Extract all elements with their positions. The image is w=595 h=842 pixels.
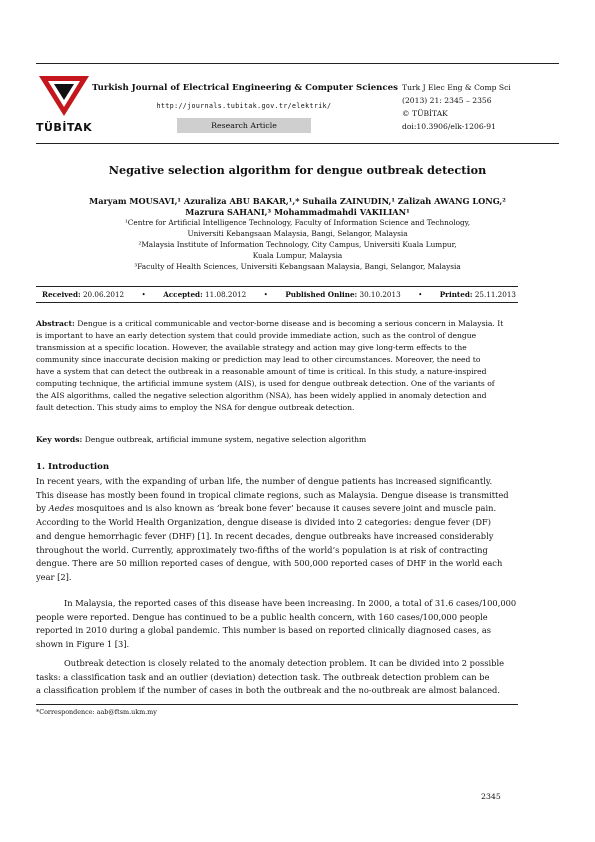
abstract-line: computing technique, the artificial immune system (AIS), is used for dengue outbreak detection. One of the variants of <box>36 379 495 388</box>
intro-paragraph-1 <box>36 475 518 585</box>
accepted-label: Accepted: <box>163 290 203 299</box>
body-line: tasks: a classification task and an outlier (deviation) detection task. The outbreak detection problem can be <box>36 671 490 682</box>
abstract-line: fault detection. This study aims to employ the NSA for dengue outbreak detection. <box>36 403 355 412</box>
citation-journal: Turk J Elec Eng & Comp Sci <box>402 83 511 92</box>
header-top-rule <box>36 63 559 64</box>
body-line: Outbreak detection is closely related to the anomaly detection problem. It can be divided into 2 possible <box>64 658 505 668</box>
correspondence-footnote: *Correspondence: aab@ftsm.ukm.my <box>36 708 157 716</box>
body-text: by <box>36 503 49 514</box>
article-type-badge: Research Article <box>177 118 311 133</box>
body-line: shown in Figure 1 [3]. <box>36 639 130 650</box>
intro-paragraph-2 <box>36 597 518 652</box>
accepted-value: 11.08.2012 <box>205 290 247 299</box>
affiliation-line: Kuala Lumpur, Malaysia <box>252 251 343 260</box>
body-text: mosquitoes and is also known as ‘break bone fever’ because it causes severe joint and muscle pain. <box>74 503 497 514</box>
dates-top-rule <box>36 286 518 287</box>
received-value: 20.06.2012 <box>82 290 125 299</box>
authors-line-2: Mazrura SAHANI,³ Mohammadmahdi VAKILIAN¹ <box>185 207 410 217</box>
body-line: and dengue hemorrhagic fever (DHF) [1]. In recent decades, dengue outbreaks have increased considerably <box>36 530 494 541</box>
section-heading: 1. Introduction <box>36 462 110 472</box>
body-line: According to the World Health Organization, dengue disease is divided into 2 categories: dengue fever (DF) <box>36 517 491 528</box>
citation-volume: (2013) 21: 2345 – 2356 <box>402 96 492 105</box>
abstract-line: have a system that can detect the outbreak in a reasonable amount of time is critical. In this study, a nature-inspired <box>36 367 487 376</box>
body-line: people were reported. Dengue has continued to be a public health concern, with 160 cases/100,000 people <box>36 611 488 622</box>
doi[interactable]: doi:10.3906/elk-1206-91 <box>402 122 496 131</box>
body-line: dengue. There are 50 million reported cases of dengue, with 500,000 reported cases of DHF in the world each <box>36 558 503 569</box>
body-line: reported in 2010 during a global pandemic. This number is based on reported clinically diagnosed cases, as <box>36 625 492 636</box>
tubitak-logo <box>36 70 92 132</box>
italic-term: Aedes <box>48 503 75 514</box>
received-label: Received: <box>42 290 81 299</box>
body-line: a classification problem if the number of cases in both the outbreak and the no-outbreak are almost balanced. <box>36 685 500 696</box>
abstract-label: Abstract: <box>36 319 75 328</box>
intro-paragraph-3 <box>36 657 518 698</box>
page-number: 2345 <box>481 792 501 801</box>
date-separator: • <box>418 290 423 299</box>
abstract-line: community since inaccurate decision making or prediction may lead to other circumstances. Moreover, the need to <box>36 355 481 364</box>
tubitak-emblem-icon <box>36 70 92 120</box>
journal-url[interactable]: http://journals.tubitak.gov.tr/elektrik/ <box>156 102 332 110</box>
copyright: © TÜBİTAK <box>402 109 448 118</box>
printed-date <box>440 290 516 299</box>
logo-text: TÜBİTAK <box>36 121 93 134</box>
published-date <box>285 290 400 299</box>
abstract-line: the AIS algorithms, called the negative selection algorithm (NSA), has been widely applied in anomaly detection and <box>36 391 487 400</box>
authors-line-1: Maryam MOUSAVI,¹ Azuraliza ABU BAKAR,¹,* Suhaila ZAINUDIN,¹ Zalizah AWANG LONG,² <box>89 196 506 206</box>
published-label: Published Online: <box>285 290 358 299</box>
keywords-label: Key words: <box>36 435 83 444</box>
abstract-line: transmission at a specific location. However, the available strategy and action may give long-term effects to the <box>36 343 467 352</box>
published-value: 30.10.2013 <box>359 290 401 299</box>
dates-bottom-rule <box>36 302 518 303</box>
keywords <box>36 434 518 446</box>
abstract-line <box>36 318 518 330</box>
body-line: In recent years, with the expanding of urban life, the number of dengue patients has increased significantly. <box>36 476 493 486</box>
date-separator: • <box>141 290 146 299</box>
body-line: throughout the world. Currently, approximately two-fifths of the world’s population is at risk of contracting <box>36 544 488 555</box>
affiliation-line: Universiti Kebangsaan Malaysia, Bangi, Selangor, Malaysia <box>187 229 408 238</box>
affiliation-line: ³Faculty of Health Sciences, Universiti Kebangsaan Malaysia, Bangi, Selangor, Malaysia <box>134 262 461 271</box>
abstract <box>36 318 518 414</box>
journal-name: Turkish Journal of Electrical Engineering & Computer Sciences <box>92 83 398 93</box>
body-line: In Malaysia, the reported cases of this disease have been increasing. In 2000, a total of 31.6 cases/100,000 <box>64 598 517 608</box>
received-date <box>42 290 124 299</box>
abstract-line: is important to have an early detection system that could provide immediate action, such as the control of dengue <box>36 331 477 340</box>
affiliation-line: ¹Centre for Artificial Intelligence Technology, Faculty of Information Science and Technology, <box>124 218 471 227</box>
printed-label: Printed: <box>439 290 473 299</box>
accepted-date <box>163 290 246 299</box>
date-separator: • <box>263 290 268 299</box>
body-line <box>36 502 518 516</box>
paper-title: Negative selection algorithm for dengue outbreak detection <box>108 163 487 177</box>
body-line: year [2]. <box>36 571 72 582</box>
affiliation-line: ²Malaysia Institute of Information Technology, City Campus, Universiti Kuala Lumpur, <box>138 240 457 249</box>
keywords-text: Dengue outbreak, artificial immune system, negative selection algorithm <box>84 435 367 444</box>
footnote-rule <box>36 704 518 705</box>
header-bottom-rule <box>36 143 559 144</box>
abstract-text: Dengue is a critical communicable and vector-borne disease and is becoming a serious concern in Malaysia. It <box>77 319 504 328</box>
body-line: This disease has mostly been found in tropical climate regions, such as Malaysia. Dengue disease is transmitted <box>36 489 509 500</box>
publication-dates <box>42 290 516 299</box>
printed-value: 25.11.2013 <box>474 290 516 299</box>
